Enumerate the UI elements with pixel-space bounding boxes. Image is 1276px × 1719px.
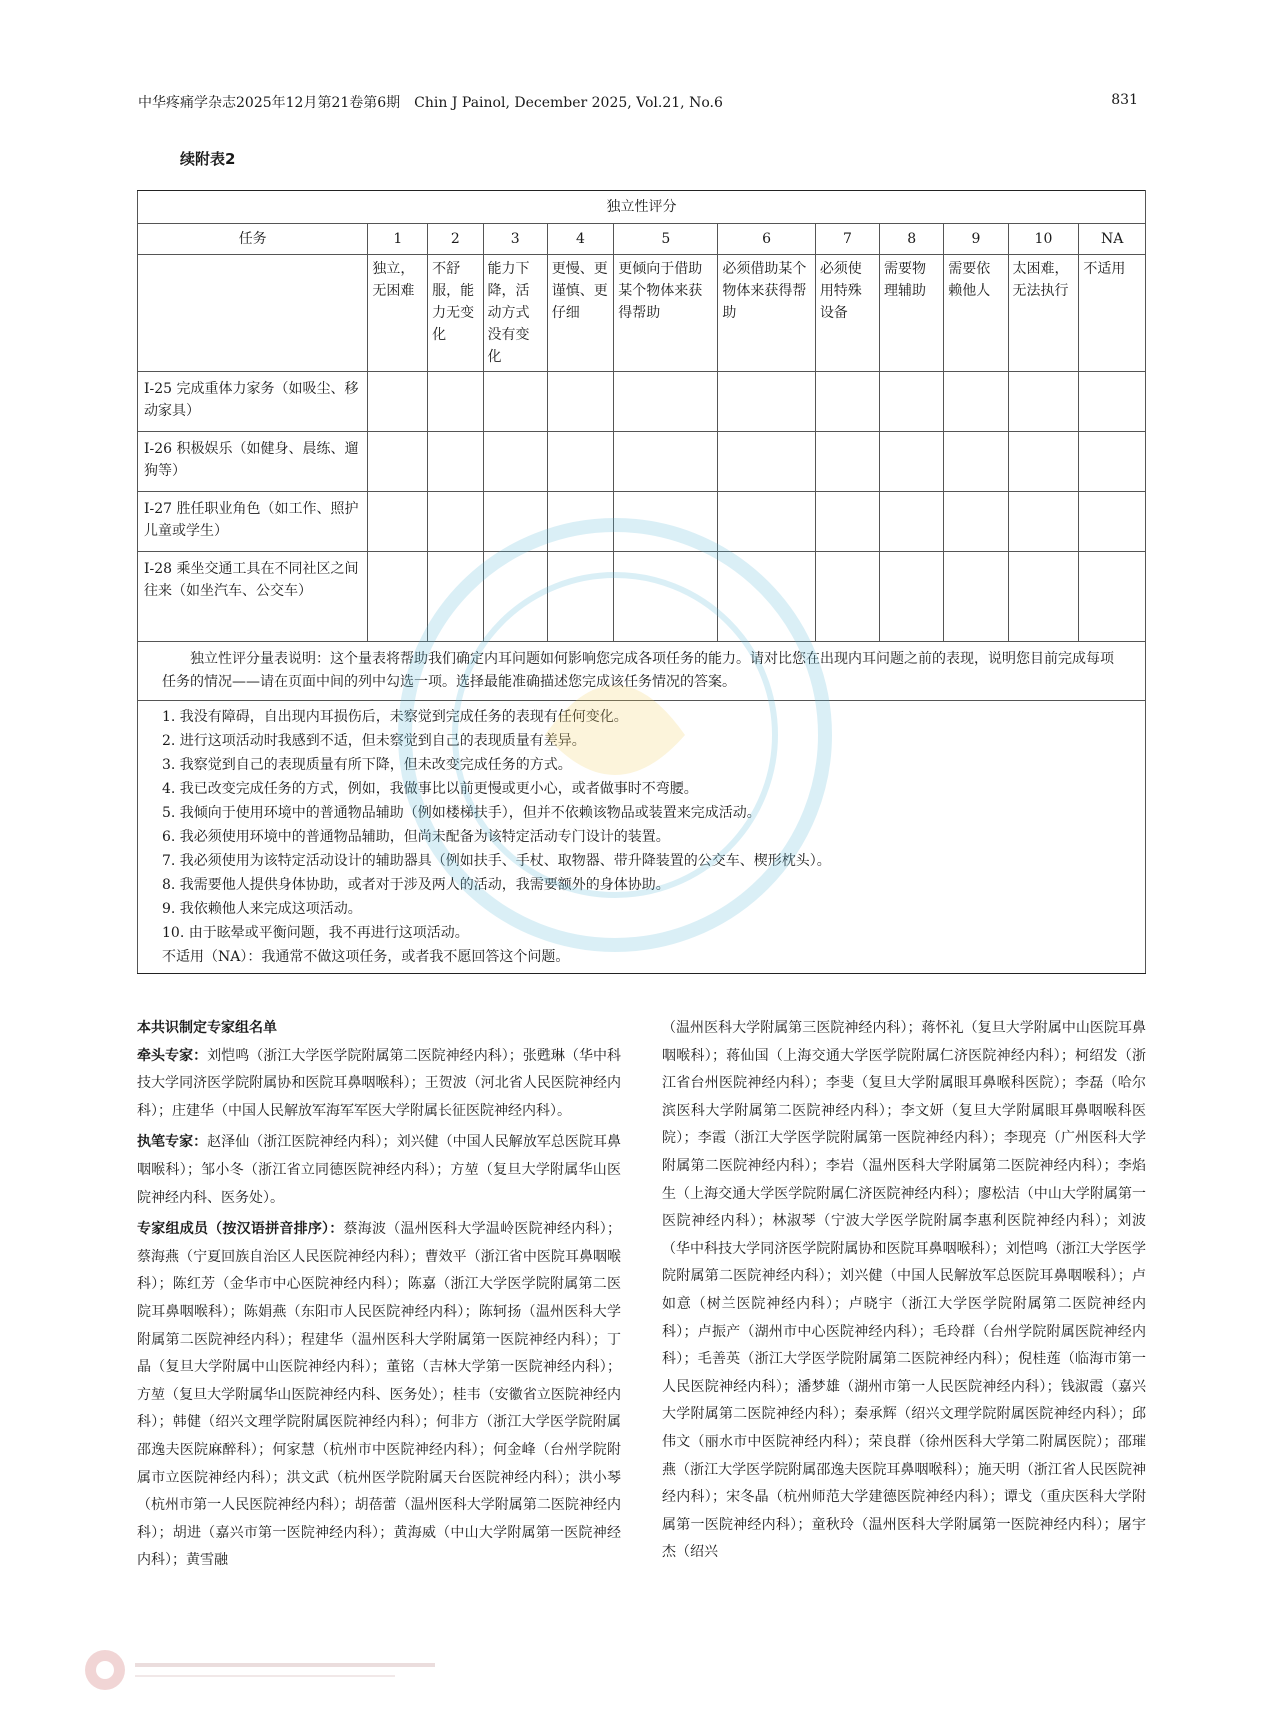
rating-cell[interactable] (428, 552, 483, 642)
scale-item-7: 7. 我必须使用为该特定活动设计的辅助器具（例如扶手、手杖、取物器、带升降装置的公交车、楔形枕头）。 (162, 853, 831, 869)
rating-cell[interactable] (483, 432, 547, 492)
group-header: 独立性评分 (138, 191, 1146, 224)
rating-cell[interactable] (1079, 372, 1146, 432)
rating-cell[interactable] (368, 552, 428, 642)
independence-rating-table (137, 190, 1146, 974)
col-header-6: 6 (718, 224, 815, 255)
rating-cell[interactable] (815, 432, 879, 492)
description-3: 能力下降，活动方式没有变化 (483, 255, 547, 372)
col-header-5: 5 (614, 224, 718, 255)
panel-members (137, 1216, 621, 1575)
description-1: 独立，无困难 (368, 255, 428, 372)
scale-item-6: 6. 我必须使用环境中的普通物品辅助，但尚未配备为该特定活动专门设计的装置。 (162, 829, 670, 845)
rating-cell[interactable] (718, 432, 815, 492)
note-row (138, 642, 1146, 701)
rating-cell[interactable] (1008, 492, 1079, 552)
rating-cell[interactable] (815, 552, 879, 642)
task-row (138, 552, 1146, 642)
rating-cell[interactable] (718, 552, 815, 642)
description-8: 需要物理辅助 (880, 255, 944, 372)
scale-item-4: 4. 我已改变完成任务的方式，例如，我做事比以前更慢或更小心，或者做事时不弯腰。 (162, 781, 698, 797)
rating-cell[interactable] (944, 492, 1008, 552)
expert-list-section (137, 1015, 1146, 1705)
scale-item-8: 8. 我需要他人提供身体协助，或者对于涉及两人的活动，我需要额外的身体协助。 (162, 877, 670, 893)
scale-item-5: 5. 我倾向于使用环境中的普通物品辅助（例如楼梯扶手），但并不依赖该物品或装置来完成活动。 (162, 805, 761, 821)
description-6: 必须借助某个物体来获得帮助 (718, 255, 815, 372)
rating-cell[interactable] (547, 552, 613, 642)
task-label: I-27 胜任职业角色（如工作、照护儿童或学生） (138, 492, 368, 552)
table-title: 续附表2 (180, 150, 236, 168)
rating-cell[interactable] (944, 432, 1008, 492)
col-header-4: 4 (547, 224, 613, 255)
description-2: 不舒服，能力无变化 (428, 255, 483, 372)
description-7: 必须使用特殊设备 (815, 255, 879, 372)
expert-section-title: 本共识制定专家组名单 (137, 1020, 277, 1036)
description-na: 不适用 (1079, 255, 1146, 372)
task-row (138, 492, 1146, 552)
rating-cell[interactable] (368, 372, 428, 432)
rating-cell[interactable] (483, 492, 547, 552)
rating-cell[interactable] (880, 372, 944, 432)
rating-cell[interactable] (718, 492, 815, 552)
rating-cell[interactable] (547, 492, 613, 552)
description-row (138, 255, 1146, 372)
scale-item-10: 10. 由于眩晕或平衡问题，我不再进行这项活动。 (162, 925, 469, 941)
panel-members-continued: （温州医科大学附属第三医院神经内科）；蒋怀礼（复旦大学附属中山医院耳鼻咽喉科）；蒋仙国（上海交通大学医学院附属仁济医院神经内科）；柯绍发（浙江省台州医院神经内科）；李斐（复旦大学附属眼耳鼻喉科医院）；李磊（哈尔滨医科大学附属第二医院神经内科）；李文妍（复旦大学附属眼耳鼻咽喉科医院）；李霞（浙江大学医学院附属第一医院神经内科）；李现亮（广州医科大学附属第二医院神经内科）；李岩（温州医科大学附属第二医院神经内科）；李焰生（上海交通大学医学院附属仁济医院神经内科）；廖松洁（中山大学附属第一医院神经内科）；林淑琴（宁波大学医学院附属李惠利医院神经内科）；刘波（华中科技大学同济医学院附属协和医院耳鼻咽喉科）；刘恺鸣（浙江大学医学院附属第二医院神经内科）；刘兴健（中国人民解放军总医院耳鼻咽喉科）；卢如意（树兰医院神经内科）；卢晓宇（浙江大学医学院附属第二医院神经内科）；卢振产（湖州市中心医院神经内科）；毛玲群（台州学院附属医院神经内科）；毛善英（浙江大学医学院附属第二医院神经内科）；倪桂莲（临海市第一人民医院神经内科）；潘梦雄（湖州市第一人民医院神经内科）；钱淑霞（嘉兴大学附属第二医院神经内科）；秦承辉（绍兴文理学院附属医院神经内科）；邱伟文（丽水市中医院神经内科）；荣良群（徐州医科大学第二附属医院）；邵璀燕（浙江大学医学院附属邵逸夫医院耳鼻咽喉科）；施天明（浙江省人民医院神经内科）；宋冬晶（杭州师范大学建德医院神经内科）；谭戈（重庆医科大学附属第一医院神经内科）；童秋玲（温州医科大学附属第一医院神经内科）；屠宇杰（绍兴 (662, 1020, 1146, 1561)
col-header-10: 10 (1008, 224, 1079, 255)
journal-citation: 中华疼痛学杂志2025年12月第21卷第6期 Chin J Painol, December 2025, Vol.21, No.6 (138, 95, 723, 111)
rating-cell[interactable] (815, 492, 879, 552)
col-header-3: 3 (483, 224, 547, 255)
rating-cell[interactable] (428, 432, 483, 492)
scale-item-3: 3. 我察觉到自己的表现质量有所下降，但未改变完成任务的方式。 (162, 757, 572, 773)
scale-item-2: 2. 进行这项活动时我感到不适，但未察觉到自己的表现质量有差异。 (162, 733, 586, 749)
rating-cell[interactable] (547, 432, 613, 492)
scale-item-9: 9. 我依赖他人来完成这项活动。 (162, 901, 362, 917)
col-header-1: 1 (368, 224, 428, 255)
rating-cell[interactable] (944, 552, 1008, 642)
rating-cell[interactable] (1008, 552, 1079, 642)
task-label: I-28 乘坐交通工具在不同社区之间往来（如坐汽车、公交车） (138, 552, 368, 642)
rating-cell[interactable] (614, 432, 718, 492)
rating-cell[interactable] (880, 432, 944, 492)
scale-item-1: 1. 我没有障碍，自出现内耳损伤后，未察觉到完成任务的表现有任何变化。 (162, 709, 628, 725)
rating-cell[interactable] (944, 372, 1008, 432)
rating-cell[interactable] (483, 372, 547, 432)
rating-cell[interactable] (614, 372, 718, 432)
rating-cell[interactable] (1008, 372, 1079, 432)
rating-cell[interactable] (428, 492, 483, 552)
rating-cell[interactable] (614, 492, 718, 552)
col-header-7: 7 (815, 224, 879, 255)
rating-cell[interactable] (718, 372, 815, 432)
rating-cell[interactable] (880, 492, 944, 552)
description-blank (138, 255, 368, 372)
task-header: 任务 (138, 224, 368, 255)
col-header-2: 2 (428, 224, 483, 255)
rating-cell[interactable] (368, 432, 428, 492)
rating-cell[interactable] (880, 552, 944, 642)
scale-note: 独立性评分量表说明：这个量表将帮助我们确定内耳问题如何影响您完成各项任务的能力。请对比您在出现内耳问题之前的表现，说明您目前完成每项任务的情况——请在页面中间的列中勾选一项。选择最能准确描述您完成该任务情况的答案。 (162, 651, 1114, 690)
panel-members-text-left: 蔡海波（温州医科大学温岭医院神经内科）；蔡海燕（宁夏回族自治区人民医院神经内科）；曹效平（浙江省中医院耳鼻咽喉科）；陈红芳（金华市中心医院神经内科）；陈嘉（浙江大学医学院附属第二医院耳鼻咽喉科）；陈娟燕（东阳市人民医院神经内科）；陈轲扬（温州医科大学附属第二医院神经内科）；程建华（温州医科大学附属第一医院神经内科）；丁晶（复旦大学附属中山医院神经内科）；董铭（吉林大学第一医院神经内科）；方堃（复旦大学附属华山医院神经内科、医务处）；桂韦（安徽省立医院神经内科）；韩健（绍兴文理学院附属医院神经内科）；何非方（浙江大学医学院附属邵逸夫医院麻醉科）；何家慧（杭州市中医院神经内科）；何金峰（台州学院附属市立医院神经内科）；洪文武（杭州医学院附属天台医院神经内科）；洪小琴（杭州市第一人民医院神经内科）；胡蓓蕾（温州医科大学附属第二医院神经内科）；胡进（嘉兴市第一医院神经内科）；黄海威（中山大学附属第一医院神经内科）；黄雪融 (137, 1221, 622, 1569)
task-row (138, 372, 1146, 432)
rating-cell[interactable] (1008, 432, 1079, 492)
rating-cell[interactable] (483, 552, 547, 642)
rating-cell[interactable] (614, 552, 718, 642)
page-number: 831 (1111, 92, 1138, 108)
rating-cell[interactable] (815, 372, 879, 432)
column-number-row (138, 224, 1146, 255)
running-header (138, 92, 1138, 116)
writing-experts (137, 1129, 621, 1212)
description-9: 需要依赖他人 (944, 255, 1008, 372)
rating-cell[interactable] (1079, 432, 1146, 492)
rating-cell[interactable] (1079, 552, 1146, 642)
task-label: I-26 积极娱乐（如健身、晨练、遛狗等） (138, 432, 368, 492)
task-row (138, 432, 1146, 492)
description-10: 太困难，无法执行 (1008, 255, 1079, 372)
left-column (137, 1015, 621, 1579)
writing-experts-text: 赵泽仙（浙江医院神经内科）；刘兴健（中国人民解放军总医院耳鼻咽喉科）；邹小冬（浙江省立同德医院神经内科）；方堃（复旦大学附属华山医院神经内科、医务处）。 (137, 1134, 622, 1206)
description-5: 更倾向于借助某个物体来获得帮助 (614, 255, 718, 372)
col-header-9: 9 (944, 224, 1008, 255)
rating-cell[interactable] (547, 372, 613, 432)
lead-experts-label: 牵头专家： (137, 1047, 208, 1064)
task-label: I-25 完成重体力家务（如吸尘、移动家具） (138, 372, 368, 432)
publisher-logo-icon (80, 1645, 480, 1695)
col-header-8: 8 (880, 224, 944, 255)
rating-cell[interactable] (368, 492, 428, 552)
group-header-row (138, 191, 1146, 224)
writing-experts-label: 执笔专家： (137, 1134, 208, 1151)
lead-experts-text: 刘恺鸣（浙江大学医学院附属第二医院神经内科）；张甦琳（华中科技大学同济医学院附属协和医院耳鼻咽喉科）；王贺波（河北省人民医院神经内科）；庄建华（中国人民解放军海军军医大学附属长征医院神经内科）。 (137, 1047, 622, 1119)
rating-cell[interactable] (428, 372, 483, 432)
col-header-na: NA (1079, 224, 1146, 255)
scale-list-row (138, 701, 1146, 974)
description-4: 更慢、更谨慎、更仔细 (547, 255, 613, 372)
right-column (662, 1015, 1146, 1571)
rating-cell[interactable] (1079, 492, 1146, 552)
lead-experts (137, 1043, 621, 1126)
scale-item-na: 不适用（NA）：我通常不做这项任务，或者我不愿回答这个问题。 (162, 949, 570, 965)
panel-members-label: 专家组成员（按汉语拼音排序）： (137, 1221, 344, 1238)
